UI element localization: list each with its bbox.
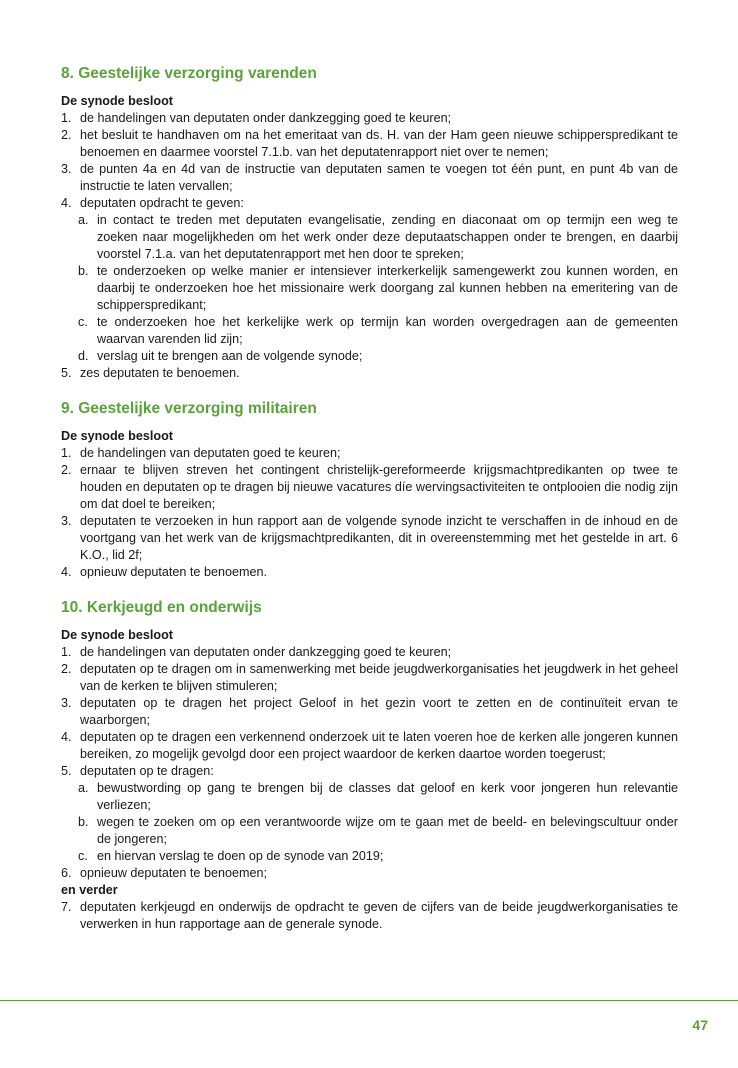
item-number: 7. <box>61 900 72 914</box>
item-letter: c. <box>78 315 88 329</box>
item-number: 4. <box>61 196 72 210</box>
list-item <box>61 865 678 882</box>
continuation-lead: en verder <box>61 883 118 897</box>
decision-list <box>61 110 678 382</box>
list-item <box>61 564 678 581</box>
list-item <box>61 763 678 780</box>
item-number: 4. <box>61 565 72 579</box>
item-text: bewustwording op gang te brengen bij de classes dat geloof en kerk voor jongeren hun relevantie verliezen; <box>97 781 678 812</box>
page-content <box>61 64 678 950</box>
decision-lead: De synode besloot <box>61 94 173 108</box>
list-item <box>61 195 678 212</box>
decision-list <box>61 445 678 581</box>
list-item <box>61 161 678 195</box>
item-text: de punten 4a en 4d van de instructie van deputaten samen te voegen tot één punt, en punt 4b van de instructie te laten vervallen; <box>80 162 678 193</box>
item-number: 3. <box>61 162 72 176</box>
item-text: zes deputaten te benoemen. <box>80 366 240 380</box>
item-text: deputaten op te dragen: <box>80 764 214 778</box>
item-text: te onderzoeken op welke manier er intensiever interkerkelijk samengewerkt zou kunnen worden, en daarbij te onderzoeken hoe het missionaire werk doorgang zal kunnen hebben na emeritering van de schipperspredikant; <box>97 264 678 312</box>
item-number: 6. <box>61 866 72 880</box>
item-text: ernaar te blijven streven het contingent christelijk-gereformeerde krijgsmachtpredikanten op twee te houden en deputaten op te dragen bij nieuwe vacatures díe wervingsactiviteiten te ontplooien die nodig zijn om dat doel te bereiken; <box>80 463 678 511</box>
item-text: deputaten kerkjeugd en onderwijs de opdracht te geven de cijfers van de beide jeugdwerkorganisaties te verwerken in hun rapportage aan de generale synode. <box>80 900 678 931</box>
item-text: deputaten te verzoeken in hun rapport aan de volgende synode inzicht te verschaffen in de inhoud en de voortgang van het werk van de krijgsmachtpredikanten, dit in overeenstemming met het gestelde in art. 6 K.O., lid 2f; <box>80 514 678 562</box>
list-item <box>61 899 678 933</box>
list-item <box>61 695 678 729</box>
item-text: opnieuw deputaten te benoemen. <box>80 565 267 579</box>
decision-list <box>61 644 678 882</box>
item-number: 2. <box>61 128 72 142</box>
item-text: de handelingen van deputaten onder dankzegging goed te keuren; <box>80 645 452 659</box>
item-text: de handelingen van deputaten onder dankzegging goed te keuren; <box>80 111 452 125</box>
item-text: deputaten op te dragen een verkennend onderzoek uit te laten voeren hoe de kerken alle jongeren kunnen bereiken, zo mogelijk gevolgd door een project waardoor de kerken daartoe worden toegerust; <box>80 730 678 761</box>
list-item <box>61 445 678 462</box>
list-item <box>61 127 678 161</box>
list-item <box>61 365 678 382</box>
item-letter: b. <box>78 264 89 278</box>
item-letter: b. <box>78 815 89 829</box>
section-10 <box>61 598 678 933</box>
item-text: deputaten op te dragen het project Geloof in het gezin voort te zetten en de continuïteit ervan te waarborgen; <box>80 696 678 727</box>
list-item <box>61 729 678 763</box>
item-text: deputaten opdracht te geven: <box>80 196 244 210</box>
list-item <box>61 661 678 695</box>
item-text: wegen te zoeken om op een verantwoorde wijze om te gaan met de beeld- en belevingscultuur onder de jongeren; <box>97 815 678 846</box>
item-number: 5. <box>61 366 72 380</box>
item-text: deputaten op te dragen om in samenwerking met beide jeugdwerkorganisaties het jeugdwerk in het geheel van de kerken te blijven stimuleren; <box>80 662 678 693</box>
page-number: 47 <box>692 1017 708 1033</box>
item-number: 4. <box>61 730 72 744</box>
item-text: te onderzoeken hoe het kerkelijke werk op termijn kan worden overgedragen aan de gemeenten waarvan varenden lid zijn; <box>97 315 678 346</box>
sub-list-item <box>61 848 678 865</box>
sub-list-item <box>61 814 678 848</box>
item-text: de handelingen van deputaten goed te keuren; <box>80 446 341 460</box>
list-item <box>61 462 678 513</box>
list-item <box>61 110 678 127</box>
sub-list-item <box>61 314 678 348</box>
list-item <box>61 644 678 661</box>
section-title: 10. Kerkjeugd en onderwijs <box>61 599 262 616</box>
section-title: 9. Geestelijke verzorging militairen <box>61 400 317 417</box>
item-number: 1. <box>61 645 72 659</box>
decision-lead: De synode besloot <box>61 628 173 642</box>
item-text: en hiervan verslag te doen op de synode van 2019; <box>97 849 384 863</box>
sub-list-item <box>61 263 678 314</box>
item-text: in contact te treden met deputaten evangelisatie, zending en diaconaat om op termijn een weg te zoeken naar mogelijkheden om het werk onder deze deputaatschappen onder te brengen, en daarbij voorstel 7.1.a. van het deputatenrapport met hen door te spreken; <box>97 213 678 261</box>
item-number: 2. <box>61 463 72 477</box>
sub-list-item <box>61 780 678 814</box>
sub-list-item <box>61 212 678 263</box>
item-letter: d. <box>78 349 89 363</box>
decision-lead: De synode besloot <box>61 429 173 443</box>
item-number: 1. <box>61 111 72 125</box>
item-number: 1. <box>61 446 72 460</box>
item-number: 2. <box>61 662 72 676</box>
item-text: het besluit te handhaven om na het emeritaat van ds. H. van der Ham geen nieuwe schipperspredikant te benoemen en daarmee voorstel 7.1.b. van het deputatenrapport niet over te nemen; <box>80 128 678 159</box>
item-letter: a. <box>78 781 89 795</box>
item-number: 3. <box>61 514 72 528</box>
item-text: opnieuw deputaten te benoemen; <box>80 866 267 880</box>
sub-list-item <box>61 348 678 365</box>
section-8 <box>61 64 678 382</box>
list-item <box>61 513 678 564</box>
item-number: 3. <box>61 696 72 710</box>
section-9 <box>61 399 678 581</box>
item-letter: c. <box>78 849 88 863</box>
section-title: 8. Geestelijke verzorging varenden <box>61 65 317 82</box>
item-number: 5. <box>61 764 72 778</box>
item-text: verslag uit te brengen aan de volgende synode; <box>97 349 363 363</box>
item-letter: a. <box>78 213 89 227</box>
decision-list-continued <box>61 899 678 933</box>
footer-divider <box>0 1000 738 1001</box>
